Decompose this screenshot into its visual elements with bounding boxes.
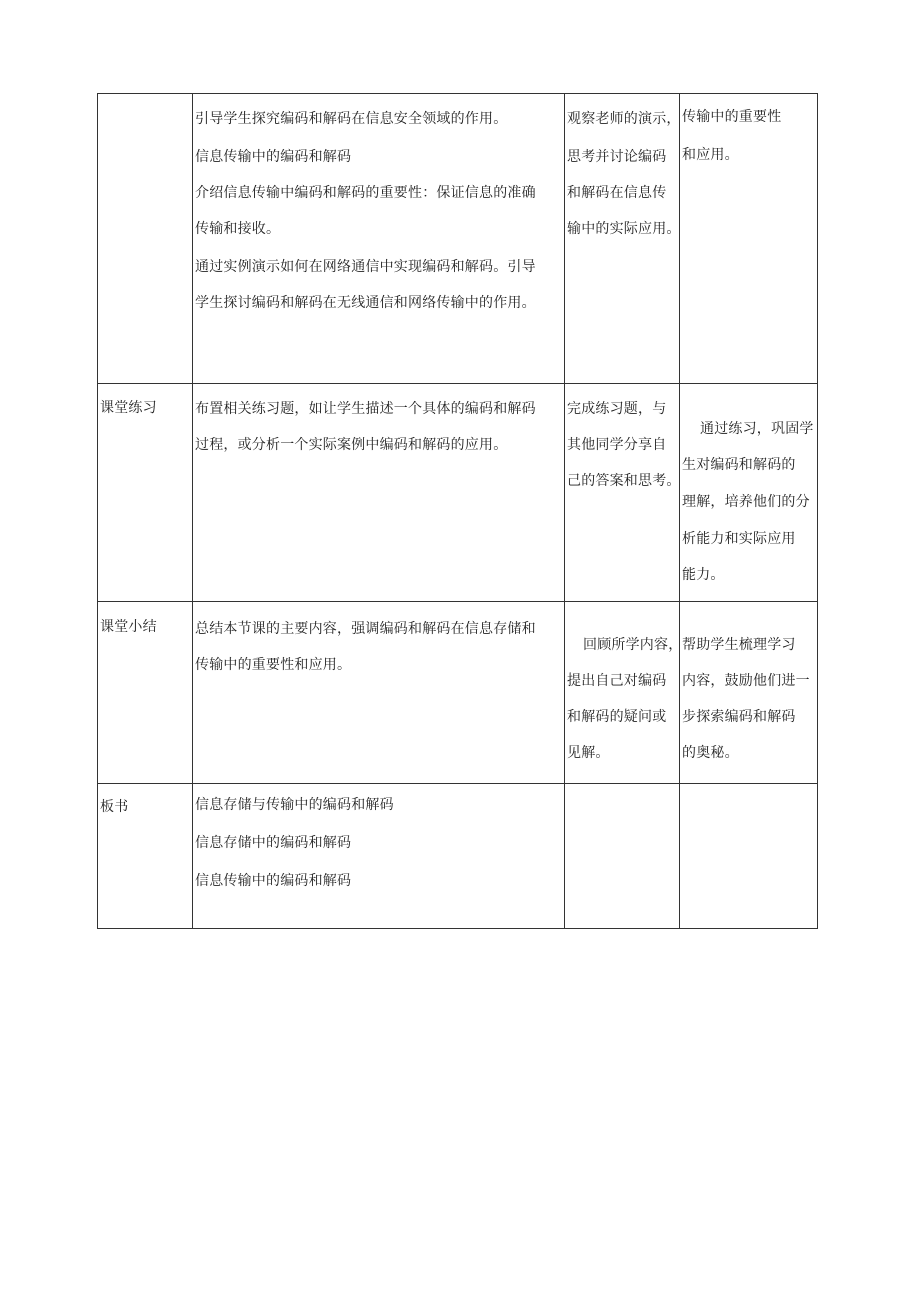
content-line: 信息存储中的编码和解码 <box>195 835 352 851</box>
student-line: 提出自己对编码 <box>567 673 667 689</box>
student-line: 己的答案和思考。 <box>567 473 681 489</box>
row-title-cell <box>98 784 193 928</box>
row-title: 板书 <box>100 799 129 815</box>
content-cell <box>193 94 565 383</box>
design-purpose-cell <box>680 784 817 928</box>
purpose-line: 理解，培养他们的分 <box>682 494 810 510</box>
purpose-line: 步探索编码和解码 <box>682 709 796 725</box>
student-line: 观察老师的演示， <box>567 111 681 127</box>
content-line: 学生探讨编码和解码在无线通信和网络传输中的作用。 <box>195 295 536 311</box>
design-purpose-cell <box>680 384 817 601</box>
row-title-cell <box>98 94 193 383</box>
content-cell <box>193 384 565 601</box>
purpose-line: 通过练习，巩固学 <box>700 421 814 437</box>
table-row <box>98 94 817 384</box>
purpose-line: 内容，鼓励他们进一 <box>682 673 810 689</box>
student-line: 思考并讨论编码 <box>567 149 667 165</box>
purpose-line: 帮助学生梳理学习 <box>682 637 796 653</box>
design-purpose-cell <box>680 602 817 783</box>
content-line: 传输中的重要性和应用。 <box>195 657 352 673</box>
student-line: 和解码在信息传 <box>567 185 667 201</box>
purpose-line: 生对编码和解码的 <box>682 457 796 473</box>
student-line: 其他同学分享自 <box>567 437 667 453</box>
purpose-line: 和应用。 <box>682 147 739 163</box>
row-title-cell <box>98 384 193 601</box>
row-title: 课堂小结 <box>100 619 157 635</box>
purpose-line: 能力。 <box>682 567 725 583</box>
table-row <box>98 384 817 602</box>
content-cell <box>193 784 565 928</box>
student-line: 见解。 <box>567 745 610 761</box>
student-line: 和解码的疑问或 <box>567 709 667 725</box>
table-row <box>98 602 817 784</box>
student-activity-cell <box>565 94 680 383</box>
content-line: 信息传输中的编码和解码 <box>195 149 352 165</box>
content-line: 介绍信息传输中编码和解码的重要性：保证信息的准确 <box>195 185 536 201</box>
row-title: 课堂练习 <box>100 400 157 416</box>
content-line: 总结本节课的主要内容，强调编码和解码在信息存储和 <box>195 621 536 637</box>
design-purpose-cell <box>680 94 817 383</box>
student-activity-cell <box>565 784 680 928</box>
content-cell <box>193 602 565 783</box>
student-line: 完成练习题，与 <box>567 401 667 417</box>
content-line: 过程，或分析一个实际案例中编码和解码的应用。 <box>195 437 508 453</box>
purpose-line: 析能力和实际应用 <box>682 531 796 547</box>
content-line: 信息存储与传输中的编码和解码 <box>195 797 394 813</box>
table-row <box>98 784 817 928</box>
content-line: 信息传输中的编码和解码 <box>195 873 352 889</box>
content-line: 布置相关练习题，如让学生描述一个具体的编码和解码 <box>195 401 536 417</box>
student-line: 回顾所学内容， <box>583 637 683 653</box>
content-line: 传输和接收。 <box>195 221 281 237</box>
student-activity-cell <box>565 384 680 601</box>
purpose-line: 传输中的重要性 <box>682 109 782 125</box>
row-title-cell <box>98 602 193 783</box>
content-line: 引导学生探究编码和解码在信息安全领域的作用。 <box>195 111 508 127</box>
lesson-plan-table <box>97 93 818 929</box>
purpose-line: 的奥秘。 <box>682 745 739 761</box>
student-line: 输中的实际应用。 <box>567 221 681 237</box>
student-activity-cell <box>565 602 683 783</box>
content-line: 通过实例演示如何在网络通信中实现编码和解码。引导 <box>195 259 536 275</box>
